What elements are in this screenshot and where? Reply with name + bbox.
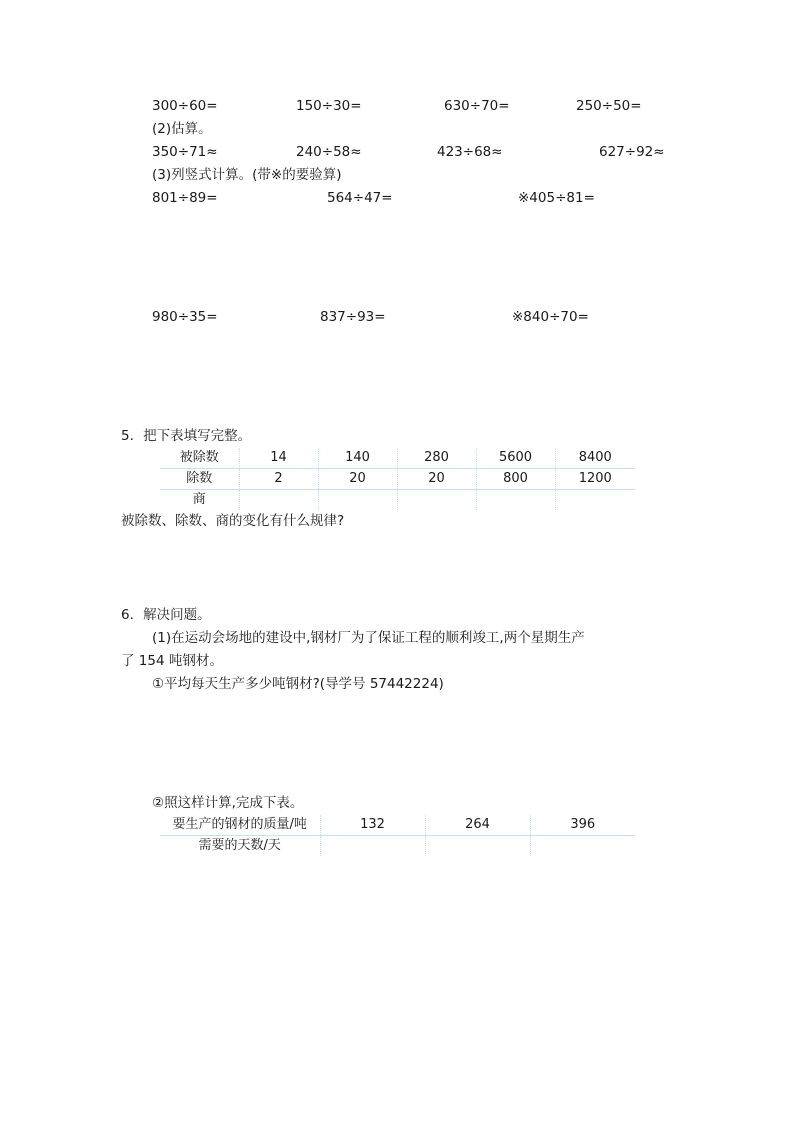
- vertical-3: ※405÷81=: [518, 190, 595, 206]
- estimate-2: 240÷58≈: [296, 144, 362, 160]
- q5-title: 5．把下表填写完整。: [121, 428, 252, 444]
- q5-table: [160, 448, 635, 510]
- divisor-cell: 2: [239, 469, 318, 490]
- quotient-answer-cell[interactable]: [476, 490, 555, 511]
- calc-1-3: 630÷70=: [444, 98, 510, 114]
- dividend-cell: 5600: [476, 448, 555, 469]
- days-answer-cell[interactable]: [425, 836, 530, 857]
- q6-table: [160, 815, 635, 856]
- table-row: [160, 836, 635, 857]
- q6-problem-line1: (1)在运动会场地的建设中,钢材厂为了保证工程的顺利竣工,两个星期生产: [152, 630, 585, 646]
- q6-subquestion-2: ②照这样计算,完成下表。: [152, 795, 304, 811]
- q6-problem-line2: 了 154 吨钢材。: [121, 653, 223, 669]
- q6-subquestion-1: ①平均每天生产多少吨钢材?(导学号 57442224): [152, 676, 444, 692]
- mass-cell: 396: [530, 815, 635, 836]
- vertical-6: ※840÷70=: [512, 309, 589, 325]
- mass-cell: 132: [320, 815, 425, 836]
- quotient-answer-cell[interactable]: [555, 490, 635, 511]
- row-header-divisor: 除数: [160, 469, 239, 490]
- vertical-1: 801÷89=: [152, 190, 218, 206]
- quotient-answer-cell[interactable]: [239, 490, 318, 511]
- estimate-4: 627÷92≈: [599, 144, 665, 160]
- estimate-label: (2)估算。: [152, 121, 212, 137]
- q5-question: 被除数、除数、商的变化有什么规律?: [121, 513, 345, 529]
- q6-title: 6．解决问题。: [121, 607, 211, 623]
- vertical-2: 564÷47=: [327, 190, 393, 206]
- calc-1-4: 250÷50=: [576, 98, 642, 114]
- divisor-cell: 20: [397, 469, 476, 490]
- vertical-5: 837÷93=: [320, 309, 386, 325]
- estimate-3: 423÷68≈: [437, 144, 503, 160]
- estimate-1: 350÷71≈: [152, 144, 218, 160]
- dividend-cell: 140: [318, 448, 397, 469]
- table-row: [160, 448, 635, 469]
- divisor-cell: 1200: [555, 469, 635, 490]
- calc-1-1: 300÷60=: [152, 98, 218, 114]
- table-row: [160, 815, 635, 836]
- calc-1-2: 150÷30=: [296, 98, 362, 114]
- dividend-cell: 14: [239, 448, 318, 469]
- row-header-dividend: 被除数: [160, 448, 239, 469]
- table-row: [160, 490, 635, 511]
- row-header-mass: 要生产的钢材的质量/吨: [160, 815, 320, 836]
- days-answer-cell[interactable]: [530, 836, 635, 857]
- divisor-cell: 20: [318, 469, 397, 490]
- divisor-cell: 800: [476, 469, 555, 490]
- row-header-days: 需要的天数/天: [198, 838, 281, 853]
- table-row: [160, 469, 635, 490]
- vertical-calc-label: (3)列竖式计算。(带※的要验算): [152, 167, 342, 183]
- dividend-cell: 8400: [555, 448, 635, 469]
- quotient-answer-cell[interactable]: [318, 490, 397, 511]
- quotient-answer-cell[interactable]: [397, 490, 476, 511]
- vertical-4: 980÷35=: [152, 309, 218, 325]
- dividend-cell: 280: [397, 448, 476, 469]
- row-header-quotient: 商: [192, 492, 206, 507]
- mass-cell: 264: [425, 815, 530, 836]
- days-answer-cell[interactable]: [320, 836, 425, 857]
